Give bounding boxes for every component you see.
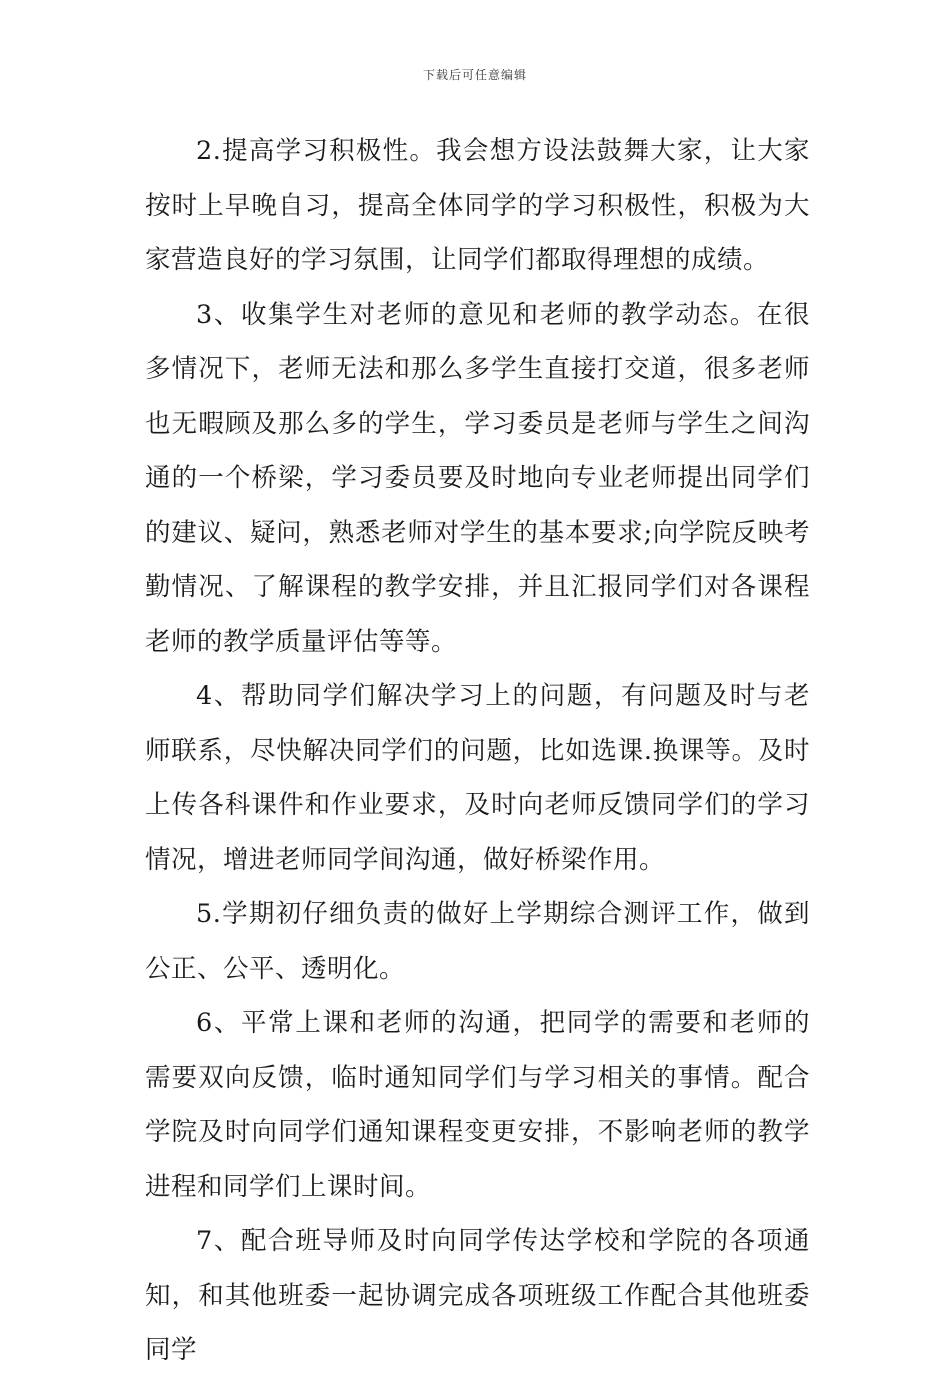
paragraph-item-7: 7、配合班导师及时向同学传达学校和学院的各项通知，和其他班委一起协调完成各项班级工作配合其他班委同学 <box>145 1226 810 1365</box>
document-body <box>145 124 810 1378</box>
paragraph-item-3: 3、收集学生对老师的意见和老师的教学动态。在很多情况下，老师无法和那么多学生直接打交道，很多老师也无暇顾及那么多的学生，学习委员是老师与学生之间沟通的一个桥梁，学习委员要及时地向专业老师提出同学们的建议、疑问，熟悉老师对学生的基本要求;向学院反映考勤情况、了解课程的教学安排，并且汇报同学们对各课程老师的教学质量评估等等。 <box>145 299 810 657</box>
page-header-note: 下载后可任意编辑 <box>422 68 527 82</box>
paragraph-item-4: 4、帮助同学们解决学习上的问题，有问题及时与老师联系，尽快解决同学们的问题，比如选课.换课等。及时上传各科课件和作业要求，及时向老师反馈同学们的学习情况，增进老师同学间沟通，做好桥梁作用。 <box>145 681 810 875</box>
paragraph-item-6: 6、平常上课和老师的沟通，把同学的需要和老师的需要双向反馈，临时通知同学们与学习相关的事情。配合学院及时向同学们通知课程变更安排，不影响老师的教学进程和同学们上课时间。 <box>145 1008 810 1202</box>
paragraph-item-2: 2.提高学习积极性。我会想方设法鼓舞大家，让大家按时上早晚自习，提高全体同学的学习积极性，积极为大家营造良好的学习氛围，让同学们都取得理想的成绩。 <box>145 136 810 275</box>
paragraph-item-5: 5.学期初仔细负责的做好上学期综合测评工作，做到公正、公平、透明化。 <box>145 899 810 984</box>
